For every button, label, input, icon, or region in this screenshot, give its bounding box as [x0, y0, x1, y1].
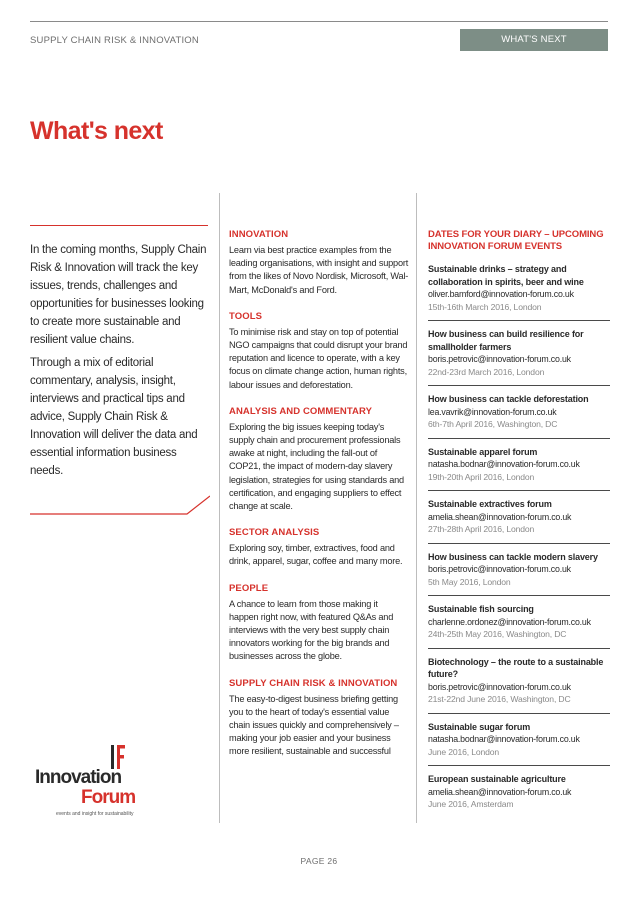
- event-date: June 2016, London: [428, 746, 500, 757]
- event-item: [428, 393, 610, 439]
- event-contact-email[interactable]: boris.petrovic@innovation-forum.co.uk: [428, 681, 571, 692]
- event-title: European sustainable agriculture: [428, 774, 566, 784]
- event-date: 5th May 2016, London: [428, 576, 511, 587]
- event-title: Sustainable extractives forum: [428, 499, 552, 509]
- events-heading: DATES FOR YOUR DIARY – UPCOMING INNOVATION FORUM EVENTS: [428, 229, 604, 252]
- section-body: Exploring soy, timber, extractives, food and drink, apparel, sugar, coffee and many more.: [229, 543, 403, 567]
- column-divider: [30, 225, 208, 226]
- events-list: [428, 263, 610, 818]
- intro-paragraph: Through a mix of editorial commentary, analysis, insight, interviews and practical tips and advice, Supply Chain Risk & Innovation will deliver the data and essential information business needs.: [30, 357, 198, 477]
- section-body: Exploring the big issues keeping today's supply chain and procurement professionals awake at night, including the fall-out of COP21, the impact of modern-day slavery legislation, strategies for using standards and certification, and engaging suppliers to effect change at scale.: [229, 421, 404, 512]
- topics-column: [229, 229, 409, 773]
- event-date: 19th-20th April 2016, London: [428, 471, 535, 482]
- innovation-forum-logo: [33, 745, 136, 820]
- event-item: [428, 603, 610, 649]
- event-item: [428, 498, 610, 544]
- page-title: What's next: [30, 117, 163, 145]
- section-body: The easy-to-digest business briefing getting you to the heart of today's essential value chain issues quickly and comprehensively – making your job easier and your business more resilient, sustainable and successful: [229, 693, 399, 757]
- event-contact-email[interactable]: natasha.bodnar@innovation-forum.co.uk: [428, 734, 580, 744]
- event-contact-email[interactable]: amelia.shean@innovation-forum.co.uk: [428, 511, 572, 522]
- section-body: A chance to learn from those making it happen right now, with featured Q&As and interviews with the very best supply chain innovators working for the big brands and businesses across the globe.: [229, 598, 394, 662]
- event-title: How business can tackle deforestation: [428, 394, 589, 404]
- section-heading: SUPPLY CHAIN RISK & INNOVATION: [229, 677, 398, 689]
- column-divider: [219, 193, 220, 823]
- section-body: To minimise risk and stay on top of potential NGO campaigns that could disrupt your brand reputation and licence to operate, with a key focus on climate change action, human rights, labour issues and deforestation.: [229, 326, 408, 390]
- column-divider: [416, 193, 417, 823]
- event-contact-email[interactable]: oliver.bamford@innovation-forum.co.uk: [428, 289, 574, 299]
- event-item: [428, 721, 610, 767]
- logo-tagline: events and insight for sustainability: [56, 811, 134, 817]
- event-item: [428, 446, 610, 492]
- section-heading: INNOVATION: [229, 229, 289, 240]
- event-date: 24th-25th May 2016, Washington, DC: [428, 629, 567, 639]
- section-tab[interactable]: WHAT'S NEXT: [460, 29, 608, 51]
- section-label: SUPPLY CHAIN RISK & INNOVATION: [30, 35, 199, 46]
- event-title: Sustainable apparel forum: [428, 446, 538, 457]
- event-date: 21st-22nd June 2016, Washington, DC: [428, 694, 571, 704]
- logo-word-innovation: Innovation: [35, 767, 122, 788]
- section-heading: SECTOR ANALYSIS: [229, 527, 320, 539]
- event-title: Sustainable fish sourcing: [428, 604, 534, 614]
- event-contact-email[interactable]: charlenne.ordonez@innovation-forum.co.uk: [428, 616, 591, 627]
- section-heading: PEOPLE: [229, 582, 269, 594]
- event-title: Sustainable sugar forum: [428, 721, 531, 732]
- event-date: 22nd-23rd March 2016, London: [428, 366, 545, 377]
- event-contact-email[interactable]: boris.petrovic@innovation-forum.co.uk: [428, 354, 571, 364]
- intro-paragraph: In the coming months, Supply Chain Risk & Innovation will track the key issues, trends, challenges and opportunities for businesses looking to create more sustainable and resilient value chains.: [30, 244, 207, 346]
- section-heading: TOOLS: [229, 310, 263, 322]
- bracket-divider: [30, 490, 210, 530]
- event-title: How business can tackle modern slavery: [428, 551, 598, 562]
- events-column: [428, 229, 610, 825]
- event-contact-email[interactable]: boris.petrovic@innovation-forum.co.uk: [428, 564, 571, 574]
- section-body: Learn via best practice examples from the leading organisations, with insight and support from the likes of Novo Nordisk, Microsoft, Wal-Mart, McDonald's and Ford.: [229, 245, 409, 295]
- event-date: 27th-28th April 2016, London: [428, 524, 535, 534]
- section-heading: ANALYSIS AND COMMENTARY: [229, 405, 373, 417]
- event-date: June 2016, Amsterdam: [428, 799, 514, 809]
- intro-text: [30, 241, 212, 485]
- event-title: How business can build resilience for smallholder farmers: [428, 329, 584, 352]
- event-item: [428, 551, 610, 597]
- logo-word-forum: Forum: [81, 787, 136, 808]
- event-item: [428, 263, 610, 321]
- header-rule: [30, 21, 608, 22]
- event-item: [428, 773, 610, 818]
- event-title: Sustainable drinks – strategy and collaboration in spirits, beer and wine: [428, 264, 584, 287]
- event-date: 6th-7th April 2016, Washington, DC: [428, 419, 558, 429]
- page-number: PAGE 26: [300, 856, 338, 866]
- event-item: [428, 656, 610, 714]
- event-contact-email[interactable]: natasha.bodnar@innovation-forum.co.uk: [428, 459, 580, 469]
- logo-mark-icon: [111, 745, 125, 769]
- event-item: [428, 328, 610, 386]
- event-contact-email[interactable]: amelia.shean@innovation-forum.co.uk: [428, 786, 572, 797]
- event-date: 15th-16th March 2016, London: [428, 301, 542, 312]
- event-title: Biotechnology – the route to a sustainable future?: [428, 656, 604, 679]
- event-contact-email[interactable]: lea.vavrik@innovation-forum.co.uk: [428, 406, 557, 417]
